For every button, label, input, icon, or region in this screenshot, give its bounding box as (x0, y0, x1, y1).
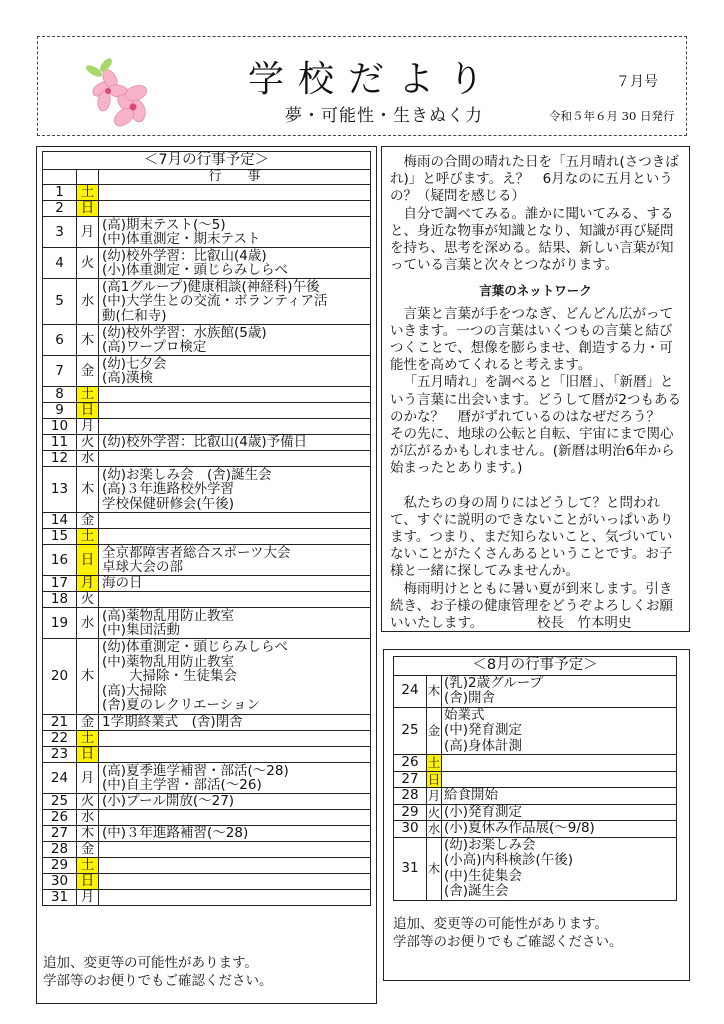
day-number: 21 (43, 715, 77, 731)
event-cell (442, 788, 677, 805)
event-line: (小)体重測定・頭じらみしらべ (102, 262, 289, 278)
event-line: (高)身体計測 (444, 737, 523, 754)
essay-section-heading: 言葉のネットワーク (479, 283, 592, 299)
weekday: 月 (77, 763, 99, 794)
weekday: 火 (77, 794, 99, 810)
day-number: 13 (43, 467, 77, 513)
event-cell (99, 794, 371, 810)
page-title: 学校だより (248, 59, 499, 100)
table-row (43, 874, 371, 890)
day-number: 31 (43, 890, 77, 906)
july-schedule-table (42, 151, 371, 906)
essay-paragraph: 梅雨の合間の晴れた日を「五月晴れ(さつきばれ)」と呼びます。え？ 6月なのに五月という の？（疑問を感じる） (390, 154, 679, 205)
weekday: 金 (77, 356, 99, 387)
table-row (394, 707, 677, 755)
event-line: (中)集団活動 (102, 622, 181, 638)
event-cell (442, 707, 677, 755)
day-number: 10 (43, 419, 77, 435)
day-number: 24 (43, 763, 77, 794)
event-line: (幼)校外学習：水族館(5歳) (102, 324, 267, 341)
event-line: (舎)開舎 (444, 690, 496, 706)
event-line: (高)３年進路校外学習 (102, 481, 235, 498)
day-number: 16 (43, 545, 77, 576)
principal-signature: 校長 竹本明史 (536, 615, 632, 632)
event-line: (舎)夏のレクリエーション (102, 697, 260, 714)
day-number: 15 (43, 529, 77, 545)
event-line: (高)大掃除 (102, 682, 167, 699)
day-number: 4 (43, 248, 77, 279)
event-cell (99, 747, 371, 763)
event-cell (99, 467, 371, 513)
day-number: 12 (43, 451, 77, 467)
event-cell (99, 763, 371, 794)
day-number: 19 (43, 608, 77, 639)
weekday: 金 (77, 842, 99, 858)
weekday: 月 (427, 788, 441, 803)
weekday: 日 (77, 545, 99, 576)
event-line: (中)自主学習・部活(～26) (102, 777, 262, 793)
table-row (43, 545, 371, 576)
weekday: 土 (427, 755, 441, 770)
table-row (394, 755, 677, 772)
weekday: 水 (77, 810, 99, 826)
event-cell (99, 842, 371, 858)
day-number: 23 (43, 747, 77, 763)
event-cell (442, 821, 677, 838)
july-schedule-panel (36, 146, 377, 1004)
event-cell (99, 826, 371, 842)
table-row (43, 639, 371, 715)
day-number: 17 (43, 576, 77, 592)
day-number: 29 (394, 804, 427, 821)
weekday: 月 (77, 419, 99, 435)
day-number: 26 (394, 755, 427, 772)
table-row (43, 217, 371, 248)
issue-label: ７月号 (616, 74, 658, 90)
day-number: 26 (43, 810, 77, 826)
table-row (43, 201, 371, 217)
table-row (43, 403, 371, 419)
table-row (43, 279, 371, 325)
event-line: 卓球大会の部 (102, 559, 183, 575)
event-cell (442, 804, 677, 821)
weekday: 日 (427, 771, 441, 787)
event-line: (中)大学生との交流・ボランティア活 (102, 293, 328, 310)
day-number: 24 (394, 675, 427, 707)
table-row (43, 810, 371, 826)
table-row (43, 731, 371, 747)
event-line: 給食開始 (444, 787, 498, 803)
day-number: 11 (43, 435, 77, 451)
essay-closing: 梅雨明けとともに暑い夏が到来します。引き続き、お子様の健康管理をどうぞよろしくお願いいたします。 (390, 580, 673, 632)
day-number: 28 (43, 842, 77, 858)
newsletter-header (37, 36, 687, 136)
weekday: 火 (427, 804, 441, 820)
table-row (43, 529, 371, 545)
day-number: 18 (43, 592, 77, 608)
event-cell (99, 639, 371, 715)
event-line: (高)漢検 (102, 370, 154, 386)
day-number: 20 (43, 639, 77, 715)
weekday: 火 (77, 435, 99, 451)
day-number: 9 (43, 403, 77, 419)
day-number: 30 (394, 821, 427, 838)
day-number: 8 (43, 387, 77, 403)
table-row (43, 435, 371, 451)
table-row (43, 248, 371, 279)
weekday: 水 (77, 608, 99, 639)
event-line: (幼)校外学習：比叡山(4歳)予備日 (102, 434, 308, 451)
day-number: 29 (43, 858, 77, 874)
principal-essay (381, 146, 690, 632)
cherry-blossom-icon (80, 49, 160, 129)
table-row (43, 842, 371, 858)
event-cell (99, 419, 371, 435)
event-line: 始業式 (444, 706, 485, 723)
weekday: 水 (77, 279, 99, 325)
event-cell (99, 608, 371, 639)
event-cell (99, 576, 371, 592)
event-line: (小高)内科検診(午後) (444, 852, 574, 868)
event-line: (高)夏季進学補習・部活(～28) (102, 762, 289, 779)
event-cell (99, 387, 371, 403)
event-line: (高)ワープロ検定 (102, 339, 207, 355)
table-row (394, 771, 677, 788)
event-cell (99, 279, 371, 325)
event-column-header: 行 事 (99, 169, 371, 185)
table-row (394, 788, 677, 805)
event-cell (99, 435, 371, 451)
weekday: 金 (77, 513, 99, 529)
day-number: 2 (43, 201, 77, 217)
event-cell (99, 403, 371, 419)
table-row (394, 837, 677, 900)
event-line: 学校保健研修会(午後) (102, 495, 235, 512)
event-cell (99, 731, 371, 747)
weekday: 木 (77, 467, 99, 513)
event-line: (幼)七夕会 (102, 355, 167, 372)
event-line: 海の日 (102, 575, 143, 592)
event-cell (99, 874, 371, 890)
essay-paragraph: 自分で調べてみる。誰かに聞いてみる、すると、身近な物事が知識となり、知識が再び疑問を持ち、思考を深める。結果、新しい言葉が知っている言葉と次々とつながります。 (390, 205, 674, 274)
weekday: 土 (77, 185, 99, 201)
weekday: 日 (77, 874, 99, 890)
event-line: (小)プール開放(～27) (102, 793, 235, 810)
table-row (43, 387, 371, 403)
table-row (43, 608, 371, 639)
table-row (43, 185, 371, 201)
event-cell (442, 837, 677, 900)
essay-paragraph: 私たちの身の周りにはどうして？と問われて、すぐに説明のできないことがいっぱいあります。つまり、まだ知らないこと、気づいていないことがたくさんあるということです。お子様と一緒に探してみませんか。 (390, 494, 674, 580)
event-line: (中)体重測定・期末テスト (102, 231, 261, 247)
table-row (43, 794, 371, 810)
table-row (394, 821, 677, 838)
weekday: 月 (77, 576, 99, 592)
event-line: (高1グループ)健康相談(神経科)午後 (102, 278, 320, 295)
event-cell (99, 592, 371, 608)
table-row (43, 576, 371, 592)
day-number: 25 (394, 707, 427, 755)
event-cell (99, 513, 371, 529)
table-row (43, 356, 371, 387)
table-row (43, 513, 371, 529)
table-row (394, 675, 677, 707)
weekday: 木 (427, 675, 442, 707)
event-line: (高)期末テスト(～5) (102, 216, 226, 233)
weekday: 木 (427, 837, 442, 900)
weekday: 日 (77, 747, 99, 763)
event-cell (99, 201, 371, 217)
school-motto: 夢・可能性・生きぬく力 (285, 106, 483, 126)
day-number: 5 (43, 279, 77, 325)
july-caption: ＜7月の行事予定＞ (43, 152, 371, 170)
day-number: 22 (43, 731, 77, 747)
event-cell (99, 890, 371, 906)
day-number: 30 (43, 874, 77, 890)
event-line: (幼)お楽しみ会 (444, 836, 536, 853)
essay-paragraph: 「五月晴れ」を調べると「旧暦」、「新暦」という言葉に出会います。どうして暦が2つもあるのかな？ 暦がずれているのはなぜだろう？ その先に、地球の公転と自転、宇宙にまで関心が広がるかもしれません。(新暦は明治6年から始まったとあります。) (390, 374, 682, 477)
weekday: 土 (77, 858, 99, 874)
event-line: (中)発育測定 (444, 722, 523, 738)
day-number: 28 (394, 788, 427, 805)
day-number: 27 (394, 771, 427, 788)
event-cell (99, 248, 371, 279)
event-cell (99, 545, 371, 576)
table-row (43, 467, 371, 513)
event-cell (99, 451, 371, 467)
day-number: 1 (43, 185, 77, 201)
weekday: 土 (77, 529, 99, 545)
day-number: 7 (43, 356, 77, 387)
august-caption: ＜8月の行事予定＞ (394, 657, 677, 676)
event-cell (99, 356, 371, 387)
day-number: 25 (43, 794, 77, 810)
event-cell (99, 529, 371, 545)
weekday: 土 (77, 731, 99, 747)
table-row (43, 763, 371, 794)
event-line: (中)生徒集会 (444, 867, 523, 884)
day-number: 27 (43, 826, 77, 842)
event-line: 動(仁和寺) (102, 307, 167, 324)
weekday: 土 (77, 387, 99, 403)
table-row (43, 826, 371, 842)
event-line: (中)３年進路補習(～28) (102, 825, 249, 842)
event-cell (442, 675, 677, 707)
event-cell (99, 217, 371, 248)
day-number: 31 (394, 837, 427, 900)
event-line: (幼)体重測定・頭じらみしらべ (102, 639, 289, 656)
weekday: 木 (77, 826, 99, 842)
event-line: 大掃除・生徒集会 (102, 668, 237, 685)
july-footnote-1: 追加、変更等の可能性があります。 (43, 955, 258, 971)
table-row (43, 451, 371, 467)
table-row (43, 419, 371, 435)
weekday: 月 (77, 217, 99, 248)
august-schedule-table (393, 656, 677, 901)
event-cell (442, 771, 677, 788)
weekday: 水 (77, 451, 99, 467)
weekday: 木 (77, 639, 99, 715)
august-footnote-2: 学部等のお便りでもご確認ください。 (393, 934, 623, 950)
event-line: (幼)校外学習：比叡山(4歳) (102, 247, 267, 264)
july-footnote-2: 学部等のお便りでもご確認ください。 (43, 973, 273, 989)
weekday: 木 (77, 325, 99, 356)
day-number: 6 (43, 325, 77, 356)
essay-paragraph: 言葉と言葉が手をつなぎ、どんどん広がっていきます。一つの言葉はいくつもの言葉と結びつくことで、想像を膨らませ、創造する力・可能性を高めてくれると考えます。 (390, 305, 673, 374)
day-number: 3 (43, 217, 77, 248)
table-row (43, 715, 371, 731)
essay-paragraph (390, 581, 681, 633)
table-row (43, 890, 371, 906)
event-line: (中)薬物乱用防止教室 (102, 653, 235, 670)
weekday: 日 (77, 403, 99, 419)
event-line: (高)薬物乱用防止教室 (102, 607, 235, 624)
table-row (43, 858, 371, 874)
event-line: (舎)誕生会 (444, 883, 509, 899)
table-row (43, 592, 371, 608)
weekday: 月 (77, 890, 99, 906)
event-line: (小)夏休み作品展(～9/8) (444, 820, 595, 836)
weekday: 金 (77, 715, 99, 731)
event-cell (99, 185, 371, 201)
event-cell (99, 810, 371, 826)
weekday: 火 (77, 248, 99, 279)
august-schedule-panel (383, 649, 690, 981)
table-row (394, 804, 677, 821)
weekday: 火 (77, 592, 99, 608)
event-cell (99, 858, 371, 874)
table-row (43, 747, 371, 763)
table-row (43, 325, 371, 356)
weekday: 金 (427, 707, 442, 755)
event-line: 1学期終業式 (舎)閉舎 (102, 714, 243, 731)
weekday: 日 (77, 201, 99, 217)
event-cell (99, 325, 371, 356)
event-line: (乳)2歳グループ (444, 674, 544, 691)
day-number: 14 (43, 513, 77, 529)
event-cell (99, 715, 371, 731)
event-line: (幼)お楽しみ会 (舎)誕生会 (102, 466, 272, 483)
weekday: 水 (427, 821, 441, 836)
august-footnote-1: 追加、変更等の可能性があります。 (393, 916, 608, 932)
issue-date: 令和５年６月 30 日発行 (549, 109, 675, 123)
event-line: 全京都障害者総合スポーツ大会 (102, 544, 291, 561)
event-line: (小)発育測定 (444, 803, 523, 820)
event-cell (442, 755, 677, 772)
